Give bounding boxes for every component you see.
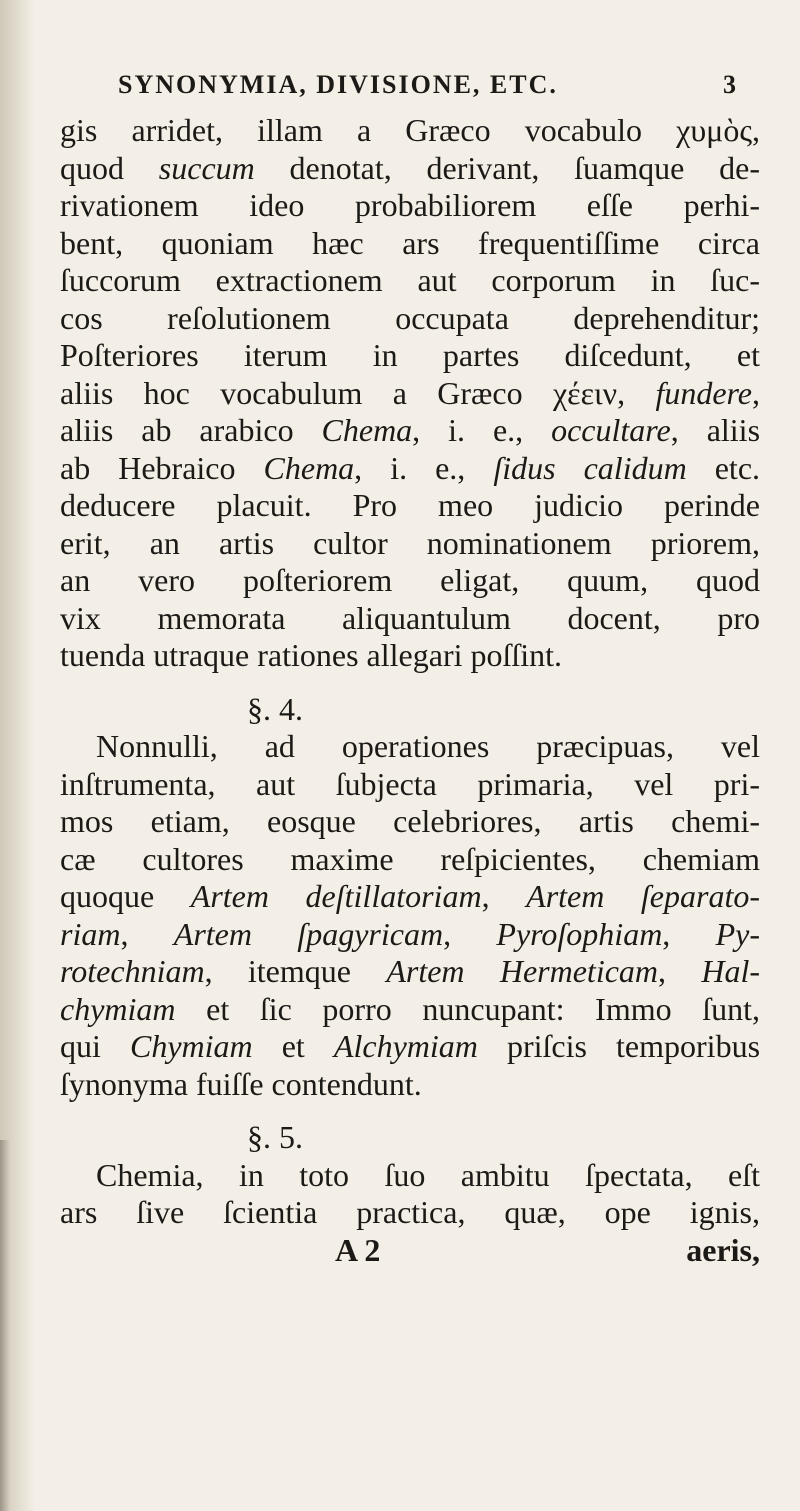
text-line: ſynonyma fuiſſe contendunt. xyxy=(60,1065,422,1102)
text-run: , aliis xyxy=(670,412,761,448)
text-line xyxy=(60,916,760,954)
italic-term: Py- xyxy=(715,915,761,952)
italic-term: Artem deſtillatoriam xyxy=(190,878,482,914)
text-run: , itemque xyxy=(204,953,387,989)
italic-term: Hal- xyxy=(701,953,761,989)
text-line: Chemia, in toto ſuo ambitu ſpectata, eſt xyxy=(96,1156,760,1193)
text-line: Poſteriores iterum in partes diſcedunt, et xyxy=(60,337,760,373)
italic-term: ſidus calidum xyxy=(493,449,687,486)
paragraph-continued xyxy=(60,112,760,675)
italic-term: occultare xyxy=(551,412,671,448)
text-line: rivationem ideo probabiliorem eſſe perhi- xyxy=(60,187,760,223)
text-run: , i. e., xyxy=(412,412,552,448)
text-run: aliis hoc vocabulum a Græco χέειν, xyxy=(60,374,656,411)
text-line xyxy=(60,375,760,413)
text-run: , i. e., xyxy=(354,449,494,486)
text-line: deducere placuit. Pro meo judicio perinde xyxy=(60,487,760,523)
text-line: erit, an artis cultor nominationem priorem, xyxy=(60,524,760,561)
italic-term: rotechniam xyxy=(60,953,205,989)
italic-term: Artem ſpagyricam xyxy=(173,915,444,952)
italic-term: chymiam xyxy=(60,990,176,1027)
signature-line xyxy=(60,1232,760,1270)
spacer xyxy=(60,675,760,691)
signature-mark: A 2 xyxy=(335,1231,381,1268)
section-number: §. 4. xyxy=(247,690,303,727)
page-header xyxy=(118,70,738,110)
text-run: ab Hebraico xyxy=(60,449,264,486)
text-line xyxy=(60,991,760,1029)
text-line: Nonnulli, ad operationes præcipuas, vel xyxy=(96,728,760,764)
italic-term: Chema xyxy=(263,449,355,486)
text-line: gis arridet, illam a Græco vocabulo χυμὸς, xyxy=(60,112,760,148)
text-run: , xyxy=(658,953,702,989)
page-number: 3 xyxy=(723,70,738,99)
text-run: priſcis temporibus xyxy=(477,1028,761,1064)
text-line xyxy=(60,412,760,450)
italic-term: Artem ſeparato- xyxy=(526,878,761,914)
text-line xyxy=(60,953,760,991)
text-run: , xyxy=(752,374,760,411)
section-5 xyxy=(60,1119,760,1269)
text-run: , xyxy=(120,915,174,952)
text-line xyxy=(60,450,760,488)
text-line: ſuccorum extractionem aut corporum in ſuc- xyxy=(60,262,760,298)
text-run: quod xyxy=(60,149,159,186)
italic-term: Pyroſophiam xyxy=(496,915,663,952)
italic-term: Chymiam xyxy=(129,1028,253,1064)
binding-edge xyxy=(0,1140,10,1511)
text-run: et xyxy=(252,1028,334,1064)
text-line: ars ſive ſcientia practica, quæ, ope ignis, xyxy=(60,1194,760,1230)
text-line: tuenda utraque rationes allegari poſſint. xyxy=(60,637,563,673)
text-line xyxy=(60,878,760,916)
italic-term: Artem Hermeticam xyxy=(386,953,659,989)
spacer xyxy=(60,1103,760,1119)
text-line xyxy=(60,150,760,188)
italic-term: riam xyxy=(60,915,121,952)
text-line: bent, quoniam hæc ars frequentiſſime circa xyxy=(60,224,760,261)
text-run: quoque xyxy=(60,878,191,914)
text-line: cæ cultores maxime reſpicientes, chemiam xyxy=(60,840,760,877)
text-run: , xyxy=(481,878,527,914)
section-number: §. 5. xyxy=(247,1119,303,1155)
text-run: qui xyxy=(60,1028,130,1064)
italic-term: Alchymiam xyxy=(333,1028,478,1064)
text-line xyxy=(60,1028,760,1066)
text-line: mos etiam, eosque celebriores, artis chemi- xyxy=(60,803,760,839)
text-line: inſtrumenta, aut ſubjecta primaria, vel pri- xyxy=(60,765,760,802)
text-line: cos reſolutionem occupata deprehenditur; xyxy=(60,299,760,336)
text-run: et ſic porro nuncupant: Immo ſunt, xyxy=(175,990,760,1027)
text-run: , xyxy=(443,915,497,952)
text-run: denotat, derivant, ſuamque de- xyxy=(254,149,761,186)
section-4 xyxy=(60,691,760,1104)
text-run: etc. xyxy=(686,449,761,486)
text-run: , xyxy=(662,915,716,952)
text-line: vix memorata aliquantulum docent, pro xyxy=(60,599,760,636)
running-title: SYNONYMIA, DIVISIONE, ETC. xyxy=(118,70,558,99)
catchword: aeris, xyxy=(686,1231,760,1268)
italic-term: succum xyxy=(158,149,255,186)
italic-term: fundere xyxy=(655,374,752,411)
page-body xyxy=(60,112,760,1269)
text-line: an vero poſteriorem eligat, quum, quod xyxy=(60,562,760,598)
text-run: aliis ab arabico xyxy=(60,412,322,448)
italic-term: Chema xyxy=(321,412,413,448)
